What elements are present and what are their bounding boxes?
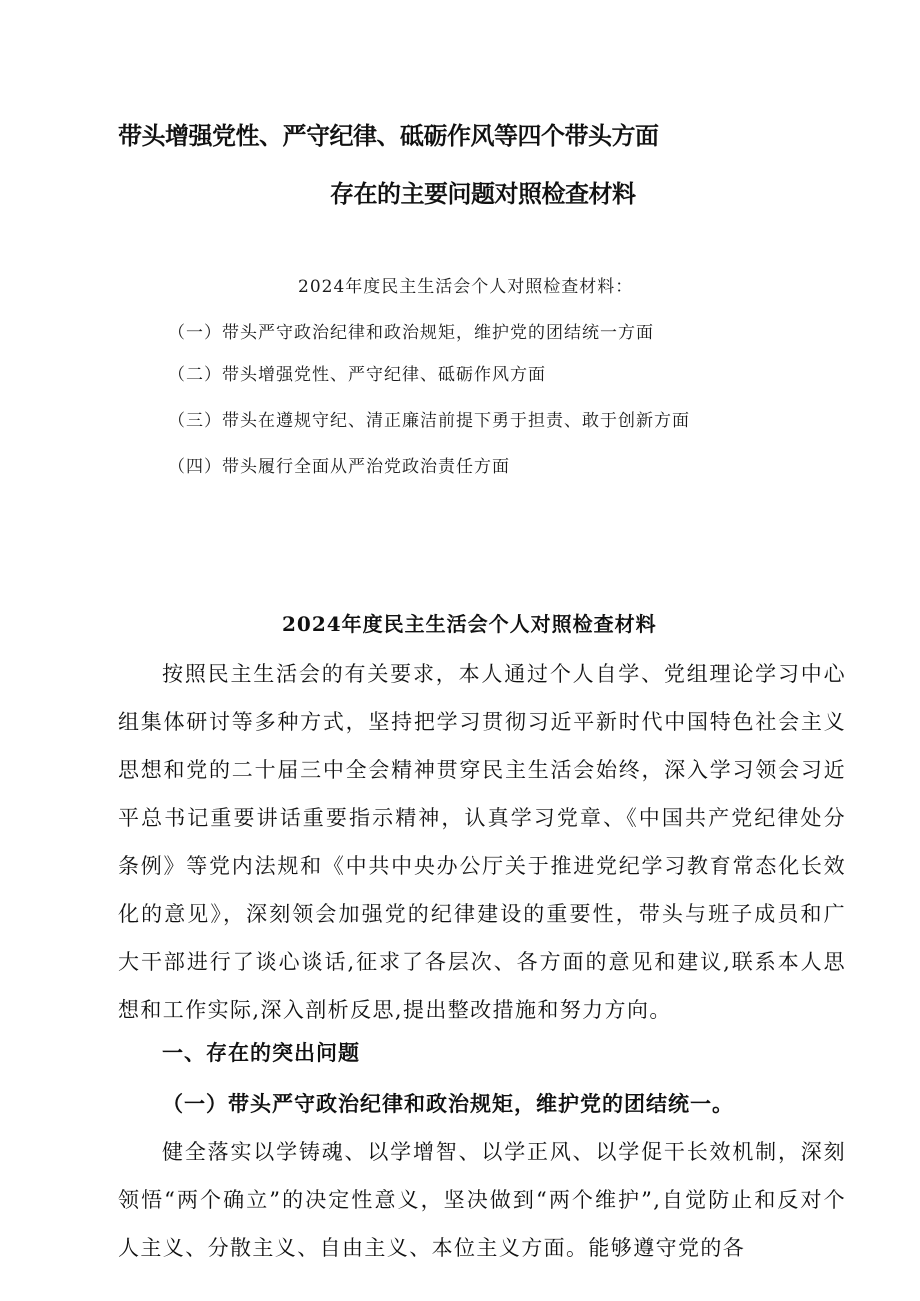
document-title-line-2: 存在的主要问题对照检查材料 [330,180,636,208]
toc-item: （一）带头严守政治纪律和政治规矩，维护党的团结统一方面 [168,323,654,343]
body-heading: 2024年度民主生活会个人对照检查材料 [282,612,657,636]
body-paragraph: 健全落实以学铸魂、以学增智、以学正风、以学促干长效机制，深刻领悟“两个确立”的决定性意义，坚决做到“两个维护”,自觉防止和反对个人主义、分散主义、自由主义、本位主义方面。能够遵守党的各 [118,1140,846,1260]
toc-item: （三）带头在遵规守纪、清正廉洁前提下勇于担责、敢于创新方面 [168,411,690,431]
section-heading: 一、存在的突出问题 [162,1040,360,1065]
subsection-heading: （一）带头严守政治纪律和政治规矩，维护党的团结统一。 [162,1091,734,1116]
intro-paragraph: 按照民主生活会的有关要求，本人通过个人自学、党组理论学习中心组集体研讨等多种方式，坚持把学习贯彻习近平新时代中国特色社会主义思想和党的二十届三中全会精神贯穿民主生活会始终，深入学习领会习近平总书记重要讲话重要指示精神，认真学习党章、《中国共产党纪律处分条例》等党内法规和《中共中央办公厅关于推进党纪学习教育常态化长效化的意见》，深刻领会加强党的纪律建设的重要性，带头与班子成员和广大干部进行了谈心谈话,征求了各层次、各方面的意见和建议,联系本人思想和工作实际,深入剖析反思,提出整改措施和努力方向。 [118,662,846,1022]
toc-heading: 2024年度民主生活会个人对照检查材料： [298,277,634,297]
toc-item: （二）带头增强党性、严守纪律、砥砺作风方面 [168,365,546,385]
document-title-line-1: 带头增强党性、严守纪律、砥砺作风等四个带头方面 [118,122,659,150]
toc-item: （四）带头履行全面从严治党政治责任方面 [168,457,510,477]
